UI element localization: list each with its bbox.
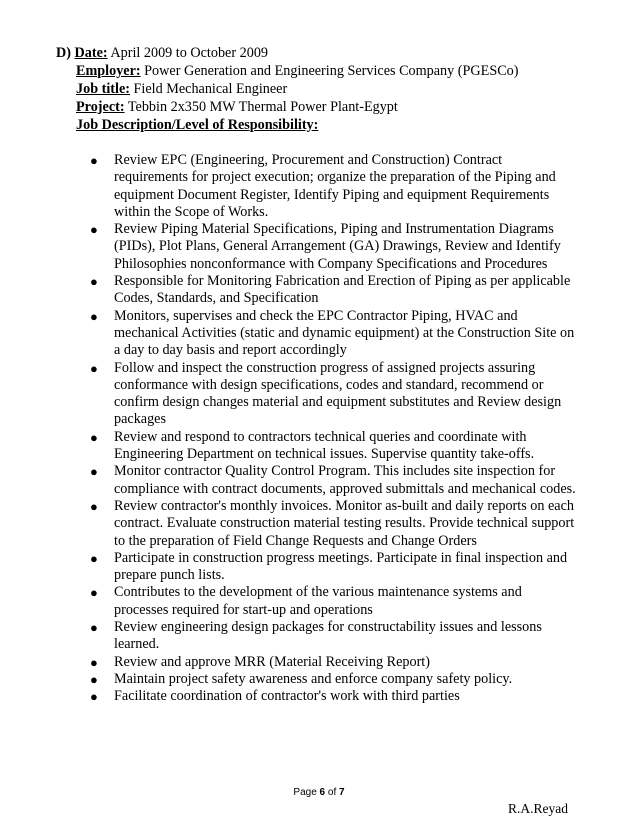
- list-item: [88, 273, 576, 308]
- bullet-icon: ●: [90, 308, 98, 324]
- responsibility-list: [88, 152, 576, 706]
- list-item-text: Contributes to the development of the various maintenance systems and processes required for start-up and operations: [114, 584, 522, 618]
- list-item-text: Monitors, supervises and check the EPC Contractor Piping, HVAC and mechanical Activities (static and dynamic equipment) at the Construction Site on a day to day basis and report accordingly: [114, 307, 575, 359]
- list-item: [88, 308, 576, 360]
- bullet-icon: ●: [90, 429, 98, 445]
- list-item-text: Facilitate coordination of contractor's work with third parties: [114, 688, 460, 705]
- bullet-icon: ●: [90, 498, 98, 514]
- list-item-text: Review Piping Material Specifications, Piping and Instrumentation Diagrams (PIDs), Plot Plans, General Arrangement (GA) Drawings, Review and Identify Philosophies nonconformance with Company Specifications and Procedures: [114, 221, 561, 272]
- bullet-icon: ●: [90, 360, 98, 376]
- list-item: [88, 654, 576, 671]
- bullet-icon: ●: [90, 153, 98, 168]
- section-header: [56, 44, 596, 134]
- list-item-text: Review and respond to contractors technical queries and coordinate with Engineering Department on technical issues. Supervise quantity take-offs.: [114, 428, 535, 463]
- list-item-text: Review engineering design packages for constructability issues and lessons learned.: [114, 619, 542, 653]
- section-prefix: D): [56, 45, 71, 61]
- list-item: [88, 152, 576, 221]
- list-item: [88, 550, 576, 585]
- list-item: [88, 688, 576, 705]
- job-title-value: Field Mechanical Engineer: [129, 81, 288, 97]
- project-label: Project:: [76, 99, 125, 115]
- page-number: [0, 787, 638, 798]
- list-item-text: Follow and inspect the construction progress of assigned projects assuring conformance with design specifications, codes and standard, recommend or confirm design changes material and equipment substitutes and Review design packages: [114, 359, 562, 428]
- project-line: [56, 98, 596, 116]
- employer-value: Power Generation and Engineering Services Company (PGESCo): [140, 63, 519, 79]
- project-value: Tebbin 2x350 MW Thermal Power Plant-Egypt: [124, 99, 398, 115]
- list-item: [88, 498, 576, 550]
- employer-line: [56, 62, 596, 80]
- list-item-text: Maintain project safety awareness and enforce company safety policy.: [114, 670, 513, 687]
- bullet-icon: ●: [90, 274, 98, 290]
- list-item: [88, 429, 576, 464]
- bullet-icon: ●: [90, 222, 98, 238]
- list-item-text: Review EPC (Engineering, Procurement and Construction) Contract requirements for project execution; organize the preparation of the Piping and equipment Document Register, Identify Piping and equipment Requirements within the Scope of Works.: [114, 152, 556, 220]
- employer-label: Employer:: [76, 63, 141, 79]
- page-current: 6: [319, 787, 326, 798]
- bullet-icon: ●: [90, 585, 98, 601]
- bullet-icon: ●: [90, 689, 98, 705]
- job-description-label: Job Description/Level of Responsibility:: [76, 117, 319, 133]
- list-item-text: Review and approve MRR (Material Receiving Report): [114, 653, 430, 670]
- list-item-text: Review contractor's monthly invoices. Monitor as-built and daily reports on each contract. Evaluate construction material testing results. Provide technical support to the preparation of Field Change Requests and Change Orders: [114, 497, 575, 549]
- page-of: of: [325, 787, 340, 798]
- date-label: Date:: [74, 45, 108, 61]
- bullet-icon: ●: [90, 464, 98, 480]
- date-line: [56, 44, 596, 62]
- list-item: [88, 360, 576, 429]
- bullet-icon: ●: [90, 671, 98, 687]
- page-word: Page: [293, 787, 320, 798]
- job-description-line: [56, 116, 596, 134]
- job-title-label: Job title:: [76, 81, 130, 97]
- list-item: [88, 463, 576, 498]
- list-item-text: Monitor contractor Quality Control Program. This includes site inspection for compliance with contract documents, approved submittals and mechanical codes.: [114, 463, 576, 497]
- date-value: April 2009 to October 2009: [107, 45, 269, 61]
- bullet-icon: ●: [90, 620, 98, 636]
- author-signature: R.A.Reyad: [508, 801, 568, 816]
- list-item: [88, 671, 576, 688]
- list-item: [88, 619, 576, 654]
- bullet-icon: ●: [90, 550, 98, 566]
- list-item-text: Responsible for Monitoring Fabrication and Erection of Piping as per applicable Codes, Standards, and Specification: [114, 273, 571, 307]
- job-title-line: [56, 80, 596, 98]
- bullet-icon: ●: [90, 654, 98, 670]
- list-item: [88, 584, 576, 619]
- list-item-text: Participate in construction progress meetings. Participate in final inspection and prepare punch lists.: [114, 549, 568, 584]
- list-item: [88, 221, 576, 273]
- page-total: 7: [339, 787, 345, 798]
